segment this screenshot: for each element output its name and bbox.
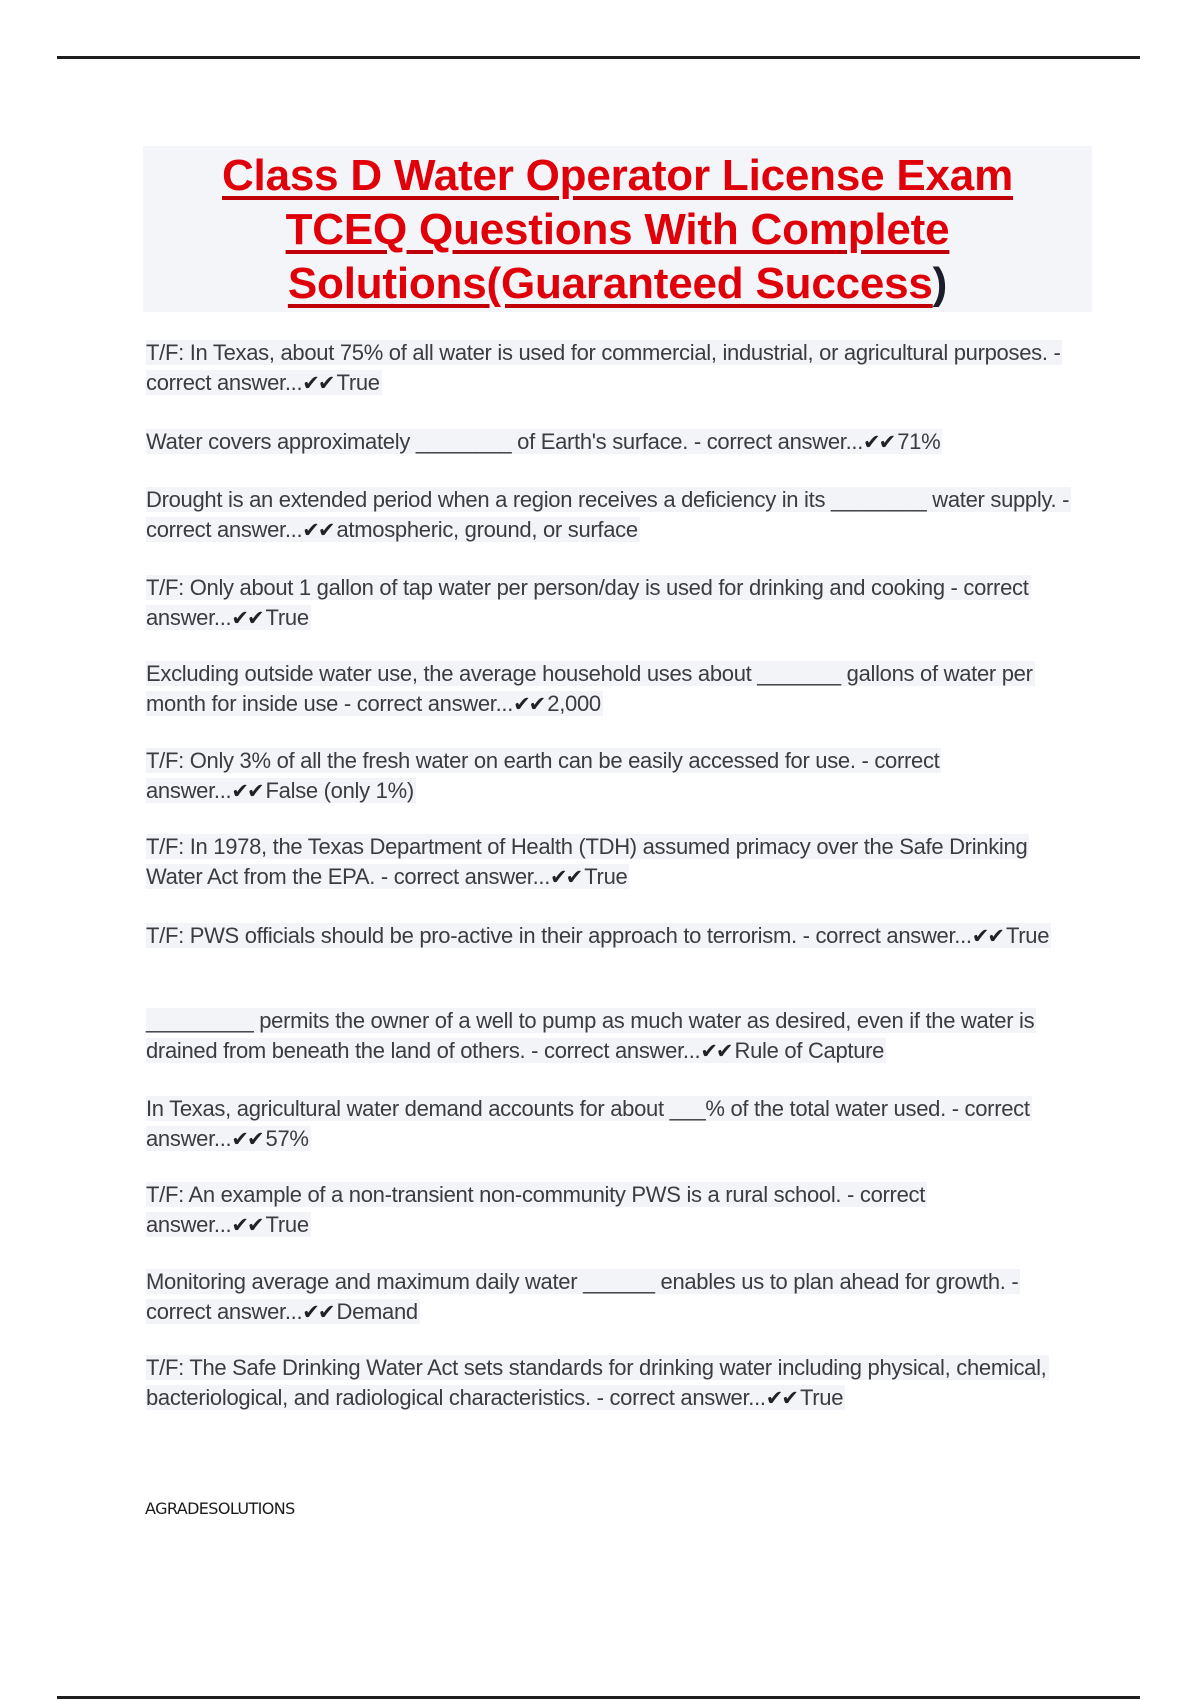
answer-text: 71% bbox=[897, 429, 941, 454]
double-check-icon: ✔✔ bbox=[231, 1127, 263, 1151]
answer-text: True bbox=[584, 863, 628, 889]
question-text: T/F: In 1978, the Texas Department of Health (TDH) assumed primacy over the Safe Drinking Water Act from the EPA. bbox=[146, 834, 1028, 889]
question-text: Water covers approximately ________ of Earth's surface. bbox=[146, 429, 689, 454]
title-line-1: Class D Water Operator License Exam bbox=[221, 151, 1014, 200]
answer-text: atmospheric, ground, or surface bbox=[336, 516, 638, 542]
answer-text: Rule of Capture bbox=[734, 1037, 885, 1063]
double-check-icon: ✔✔ bbox=[863, 431, 895, 454]
question-item: Drought is an extended period when a region receives a deficiency in its ________ water supply. - correct answer...✔✔ atmospheric, ground, or surface bbox=[146, 487, 1070, 542]
question-text: T/F: Only 3% of all the fresh water on earth can be easily accessed for use. bbox=[146, 748, 856, 773]
question-text: In Texas, agricultural water demand accounts for about ___% of the total water used. bbox=[146, 1096, 946, 1121]
document-title-block bbox=[143, 146, 1092, 312]
footer-brand: AGRADESOLUTIONS bbox=[145, 1499, 295, 1518]
answer-text: True bbox=[1005, 923, 1050, 948]
question-item: Excluding outside water use, the average household uses about _______ gallons of water per month for inside use - correct answer...✔✔ 2,000 bbox=[146, 661, 1033, 716]
question-text: T/F: In Texas, about 75% of all water is used for commercial, industrial, or agricultural purposes. bbox=[146, 340, 1048, 365]
double-check-icon: ✔✔ bbox=[302, 1300, 334, 1324]
question-text: T/F: PWS officials should be pro-active in their approach to terrorism. bbox=[146, 923, 797, 948]
question-item: T/F: Only about 1 gallon of tap water per person/day is used for drinking and cooking - correct answer...✔✔ True bbox=[146, 575, 1029, 630]
double-check-icon: ✔✔ bbox=[231, 779, 263, 803]
double-check-icon: ✔✔ bbox=[765, 1386, 797, 1410]
double-check-icon: ✔✔ bbox=[231, 606, 263, 630]
answer-text: True bbox=[799, 1384, 844, 1410]
answer-text: True bbox=[265, 604, 309, 630]
question-item: _________ permits the owner of a well to pump as much water as desired, even if the water is drained from beneath the land of others. - correct answer...✔✔ Rule of Capture bbox=[146, 1008, 1035, 1063]
answer-text: True bbox=[265, 1211, 309, 1237]
question-text: Drought is an extended period when a region receives a deficiency in its ________ water supply. bbox=[146, 487, 1057, 512]
double-check-icon: ✔✔ bbox=[231, 1213, 263, 1237]
double-check-icon: ✔✔ bbox=[513, 692, 545, 716]
question-item: T/F: An example of a non-transient non-community PWS is a rural school. - correct answer...✔✔ True bbox=[146, 1182, 926, 1237]
answer-text: 57% bbox=[265, 1125, 309, 1151]
question-item: In Texas, agricultural water demand accounts for about ___% of the total water used. - correct answer...✔✔ 57% bbox=[146, 1096, 1030, 1151]
answer-text: False (only 1%) bbox=[265, 777, 414, 803]
question-text: T/F: An example of a non-transient non-community PWS is a rural school. bbox=[146, 1182, 842, 1207]
question-text: T/F: Only about 1 gallon of tap water per person/day is used for drinking and cooking bbox=[146, 575, 945, 600]
question-text: T/F: The Safe Drinking Water Act sets standards for drinking water including physical, chemical, bacteriological, and radiological characteristics. bbox=[146, 1355, 1047, 1410]
bottom-divider bbox=[57, 1696, 1140, 1699]
answer-text: 2,000 bbox=[547, 690, 601, 716]
question-item: Water covers approximately ________ of Earth's surface. - correct answer...✔✔ 71% bbox=[146, 429, 941, 454]
title-line-2: TCEQ Questions With Complete bbox=[285, 205, 950, 254]
title-line-3: Solutions(Guaranteed Success) bbox=[287, 259, 948, 308]
question-text: Excluding outside water use, the average household uses about _______ gallons of water per month for inside use bbox=[146, 661, 1033, 716]
question-item: T/F: The Safe Drinking Water Act sets standards for drinking water including physical, chemical, bacteriological, and radiological characteristics. - correct answer...✔✔ True bbox=[146, 1355, 1047, 1410]
top-divider bbox=[57, 56, 1140, 59]
question-text: Monitoring average and maximum daily water ______ enables us to plan ahead for growth. bbox=[146, 1269, 1006, 1294]
answer-text: True bbox=[336, 369, 380, 395]
double-check-icon: ✔✔ bbox=[700, 1039, 732, 1063]
question-item: Monitoring average and maximum daily water ______ enables us to plan ahead for growth. - correct answer...✔✔ Demand bbox=[146, 1269, 1019, 1324]
question-item: T/F: In Texas, about 75% of all water is used for commercial, industrial, or agricultural purposes. - correct answer...✔✔ True bbox=[146, 340, 1061, 395]
double-check-icon: ✔✔ bbox=[550, 865, 582, 889]
question-item: T/F: In 1978, the Texas Department of Health (TDH) assumed primacy over the Safe Drinking Water Act from the EPA. - correct answer...✔✔ True bbox=[146, 834, 1028, 889]
double-check-icon: ✔✔ bbox=[971, 925, 1003, 948]
question-text: _________ permits the owner of a well to pump as much water as desired, even if the water is drained from beneath the land of others. bbox=[146, 1008, 1035, 1063]
question-item: T/F: Only 3% of all the fresh water on earth can be easily accessed for use. - correct answer...✔✔ False (only 1%) bbox=[146, 748, 940, 803]
question-item: T/F: PWS officials should be pro-active in their approach to terrorism. - correct answer...✔✔ True bbox=[146, 923, 1050, 948]
double-check-icon: ✔✔ bbox=[302, 371, 334, 395]
answer-text: Demand bbox=[336, 1298, 418, 1324]
double-check-icon: ✔✔ bbox=[302, 518, 334, 542]
